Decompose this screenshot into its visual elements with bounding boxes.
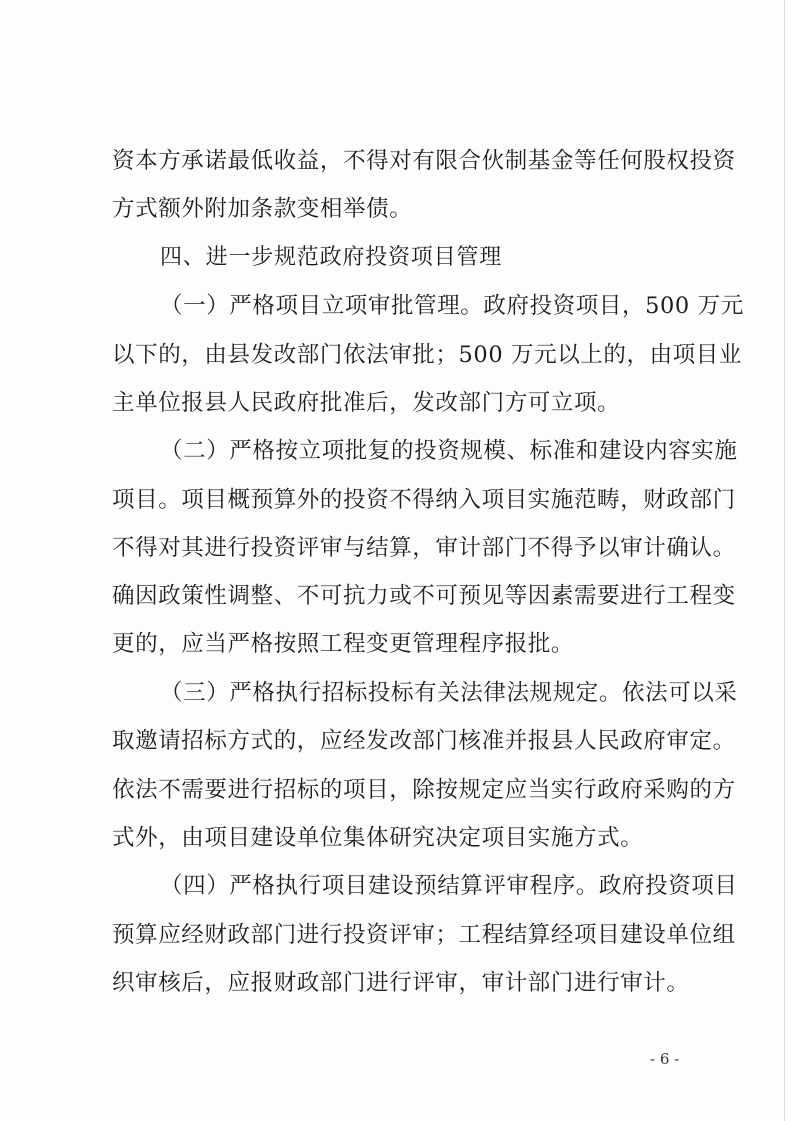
body-line: 资本方承诺最低收益，不得对有限合伙制基金等任何股权投资 (112, 148, 736, 174)
page-number: - 6 - (650, 1050, 680, 1068)
body-line: 取邀请招标方式的，应经发改部门核准并报县人民政府审定。 (112, 728, 736, 754)
body-line: 项目。项目概预算外的投资不得纳入项目实施范畴，财政部门 (112, 487, 736, 513)
body-line: 织审核后，应报财政部门进行评审，审计部门进行审计。 (112, 970, 690, 996)
body-line: 依法不需要进行招标的项目，除按规定应当实行政府采购的方 (112, 777, 736, 803)
body-line: 不得对其进行投资评审与结算，审计部门不得予以审计确认。 (112, 535, 736, 561)
body-line: 方式额外附加条款变相举债。 (112, 196, 413, 222)
body-line: 确因政策性调整、不可抗力或不可预见等因素需要进行工程变 (112, 583, 736, 609)
body-line: 更的，应当严格按照工程变更管理程序报批。 (112, 631, 575, 657)
paragraph-first-line: （三）严格执行招标投标有关法律法规规定。依法可以采 (160, 680, 738, 706)
scan-edge-line (784, 0, 785, 1121)
body-line: 预算应经财政部门进行投资评审；工程结算经项目建设单位组 (112, 922, 736, 948)
body-line: 以下的，由县发改部门依法审批；500 万元以上的，由项目业 (112, 342, 742, 368)
paragraph-first-line: （一）严格项目立项审批管理。政府投资项目，500 万元 (160, 293, 744, 319)
body-line: 主单位报县人民政府批准后，发改部门方可立项。 (112, 390, 621, 416)
body-line: 式外，由项目建设单位集体研究决定项目实施方式。 (112, 825, 644, 851)
section-heading: 四、进一步规范政府投资项目管理 (160, 245, 503, 270)
paragraph-first-line: （二）严格按立项批复的投资规模、标准和建设内容实施 (160, 438, 738, 464)
paragraph-first-line: （四）严格执行项目建设预结算评审程序。政府投资项目 (160, 873, 738, 899)
